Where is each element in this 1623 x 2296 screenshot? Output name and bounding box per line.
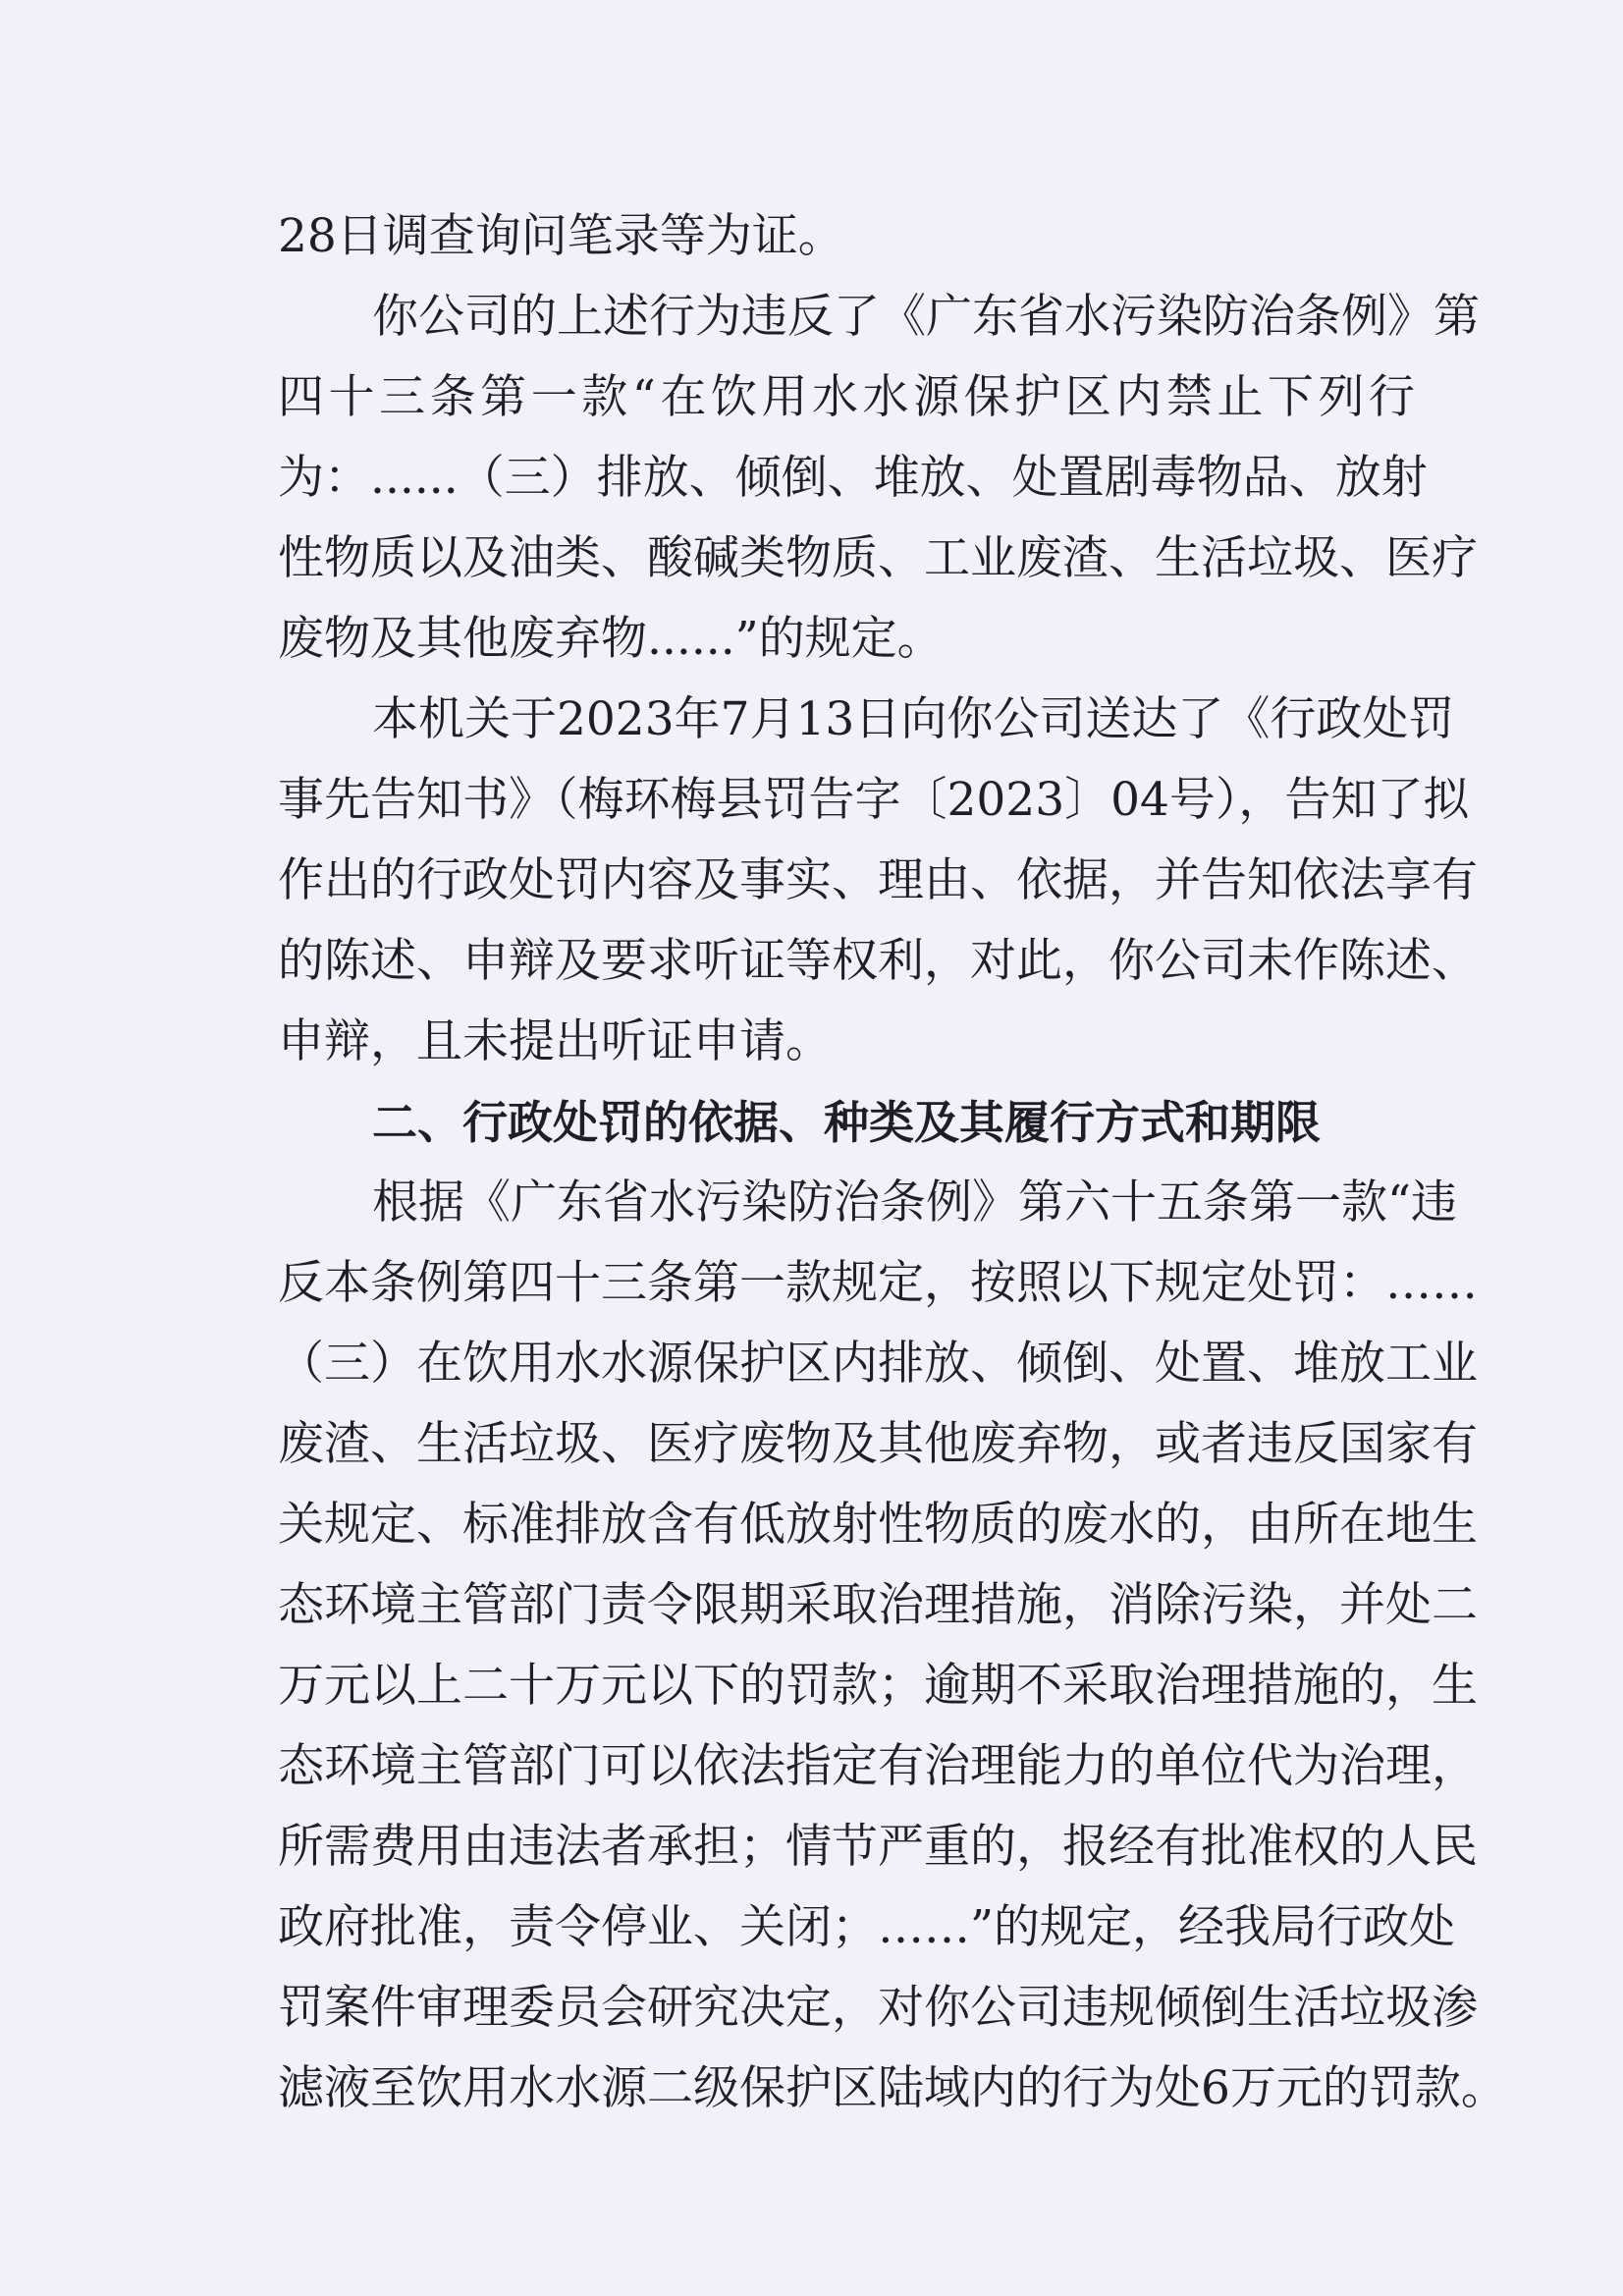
text-line: 关规定、标准排放含有低放射性物质的废水的，由所在地生 (278, 1498, 1478, 1552)
text-line: 性物质以及油类、酸碱类物质、工业废渣、生活垃圾、医疗 (278, 531, 1478, 585)
text-line: 事先告知书》（梅环梅县罚告字〔2023〕04号），告知了拟 (278, 773, 1470, 827)
text-line: 四十三条第一款“在饮用水水源保护区内禁止下列行 (278, 370, 1415, 424)
document-body (278, 196, 1507, 2129)
text-line: 废物及其他废弃物......”的规定。 (278, 612, 944, 666)
text-line: 态环境主管部门可以依法指定有治理能力的单位代为治理， (278, 1739, 1478, 1793)
text-line: 作出的行政处罚内容及事实、理由、依据，并告知依法享有 (278, 853, 1478, 907)
text-line: 申辩，且未提出听证申请。 (278, 1014, 832, 1068)
text-line: （三）在饮用水水源保护区内排放、倾倒、处置、堆放工业 (278, 1337, 1478, 1391)
text-line: 你公司的上述行为违反了《广东省水污染防治条例》第 (372, 290, 1480, 344)
text-line: 根据《广东省水污染防治条例》第六十五条第一款“违 (372, 1175, 1458, 1230)
text-line: 所需费用由违法者承担；情节严重的，报经有批准权的人民 (278, 1820, 1478, 1874)
text-line: 政府批准，责令停业、关闭；……”的规定，经我局行政处 (278, 1900, 1456, 1954)
text-line: 28日调查询问笔录等为证。 (278, 209, 844, 263)
text-line: 本机关于2023年7月13日向你公司送达了《行政处罚 (372, 692, 1455, 746)
text-line: 的陈述、申辩及要求听证等权利，对此，你公司未作陈述、 (278, 934, 1478, 988)
text-line: 态环境主管部门责令限期采取治理措施，消除污染，并处二 (278, 1578, 1478, 1632)
section-heading: 二、行政处罚的依据、种类及其履行方式和期限 (372, 1096, 1321, 1149)
text-line: 废渣、生活垃圾、医疗废物及其他废弃物，或者违反国家有 (278, 1417, 1478, 1471)
text-line: 反本条例第四十三条第一款规定，按照以下规定处罚：…… (278, 1256, 1478, 1310)
text-line: 为：......（三）排放、倾倒、堆放、处置剧毒物品、放射 (278, 451, 1428, 505)
text-line: 万元以上二十万元以下的罚款；逾期不采取治理措施的，生 (278, 1659, 1478, 1713)
text-line: 滤液至饮用水水源二级保护区陆域内的行为处6万元的罚款。 (278, 2061, 1507, 2115)
text-line: 罚案件审理委员会研究决定，对你公司违规倾倒生活垃圾渗 (278, 1981, 1478, 2035)
